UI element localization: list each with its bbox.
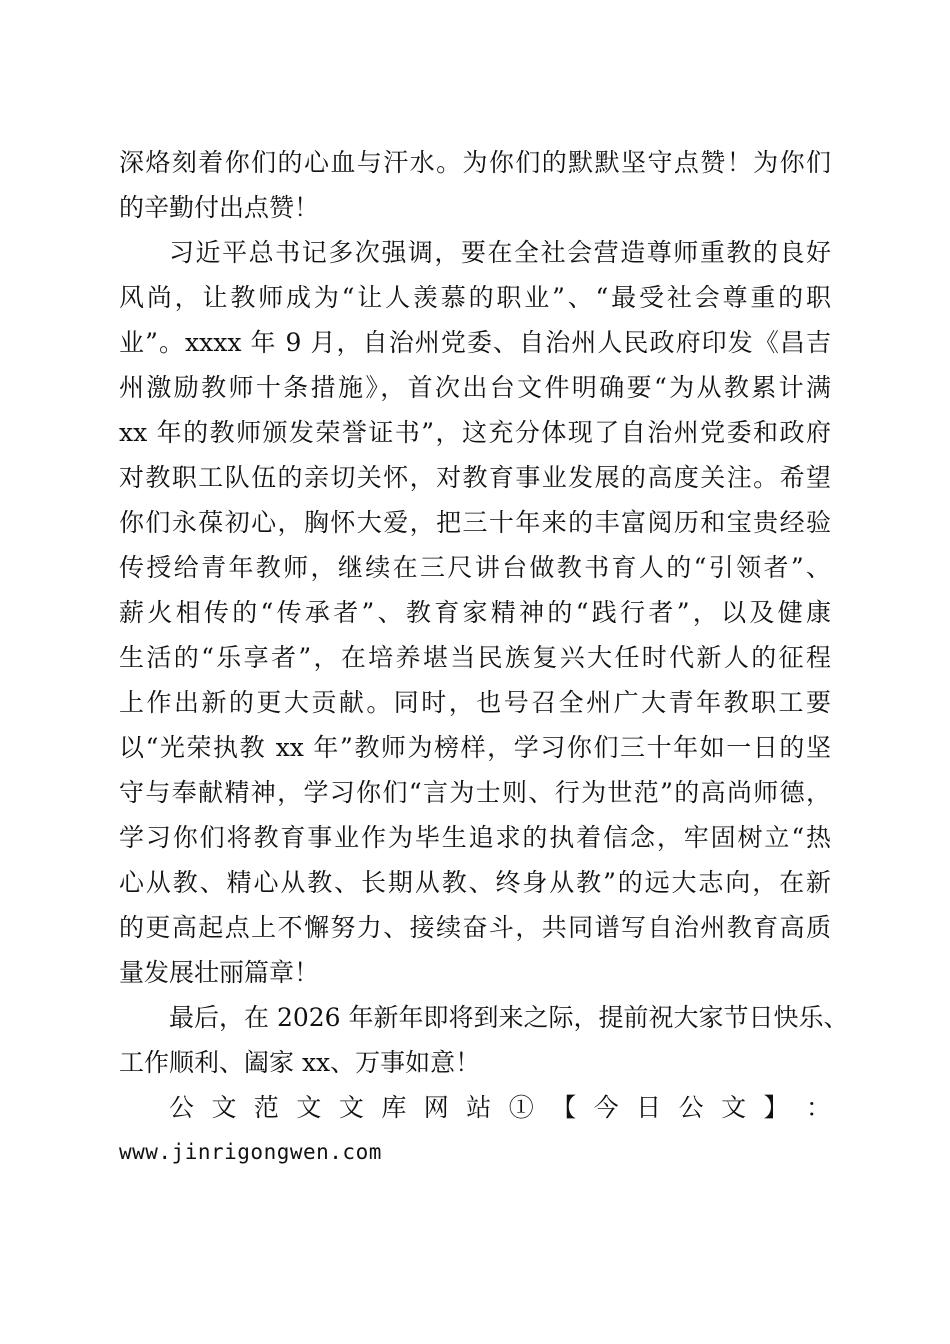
text-line: xx 年的教师颁发荣誉证书”，这充分体现了自治州党委和政府 [119,418,831,447]
text-line: 风尚，让教师成为“让人羡慕的职业”、“最受社会尊重的职 [119,283,831,312]
paragraph-start-line: 习近平总书记多次强调，要在全社会营造尊师重教的良好 [169,238,831,267]
text-line: 州激励教师十条措施》，首次出台文件明确要“为从教累计满 [119,373,831,402]
text-line: 对教职工队伍的亲切关怀，对教育事业发展的高度关注。希望 [119,463,831,492]
body-text [119,140,849,1175]
text-line: 守与奉献精神，学习你们“言为士则、行为世范”的高尚师德， [119,778,831,807]
text-line: 心从教、精心从教、长期从教、终身从教”的远大志向，在新 [119,868,831,897]
text-line: 以“光荣执教 xx 年”教师为榜样，学习你们三十年如一日的坚 [119,733,831,762]
text-line: 上作出新的更大贡献。同时，也号召全州广大青年教职工要 [119,688,831,717]
source-url: www.jinrigongwen.com [119,1140,382,1164]
text-line: 薪火相传的“传承者”、教育家精神的“践行者”，以及健康 [119,598,831,627]
text-line: 深烙刻着你们的心血与汗水。为你们的默默坚守点赞！为你们 [119,148,831,177]
text-line: 业”。xxxx 年 9 月，自治州党委、自治州人民政府印发《昌吉 [119,328,831,357]
text-line: 工作顺利、阖家 xx、万事如意！ [119,1048,481,1077]
text-line: 的辛勤付出点赞！ [119,193,320,222]
text-line: 的更高起点上不懈努力、接续奋斗，共同谱写自治州教育高质 [119,913,831,942]
paragraph-start-line: 最后，在 2026 年新年即将到来之际，提前祝大家节日快乐、 [169,1003,849,1032]
text-line: 你们永葆初心，胸怀大爱，把三十年来的丰富阅历和宝贵经验 [119,508,831,537]
text-line: 量发展壮丽篇章！ [119,958,320,987]
source-site-line: 公 文 范 文 文 库 网 站 ① 【 今 日 公 文 】 ： [169,1093,832,1122]
text-line: 生活的“乐享者”，在培养堪当民族复兴大任时代新人的征程 [119,643,831,672]
text-line: 传授给青年教师，继续在三尺讲台做教书育人的“引领者”、 [119,553,831,582]
text-line: 学习你们将教育事业作为毕生追求的执着信念，牢固树立“热 [119,823,831,852]
